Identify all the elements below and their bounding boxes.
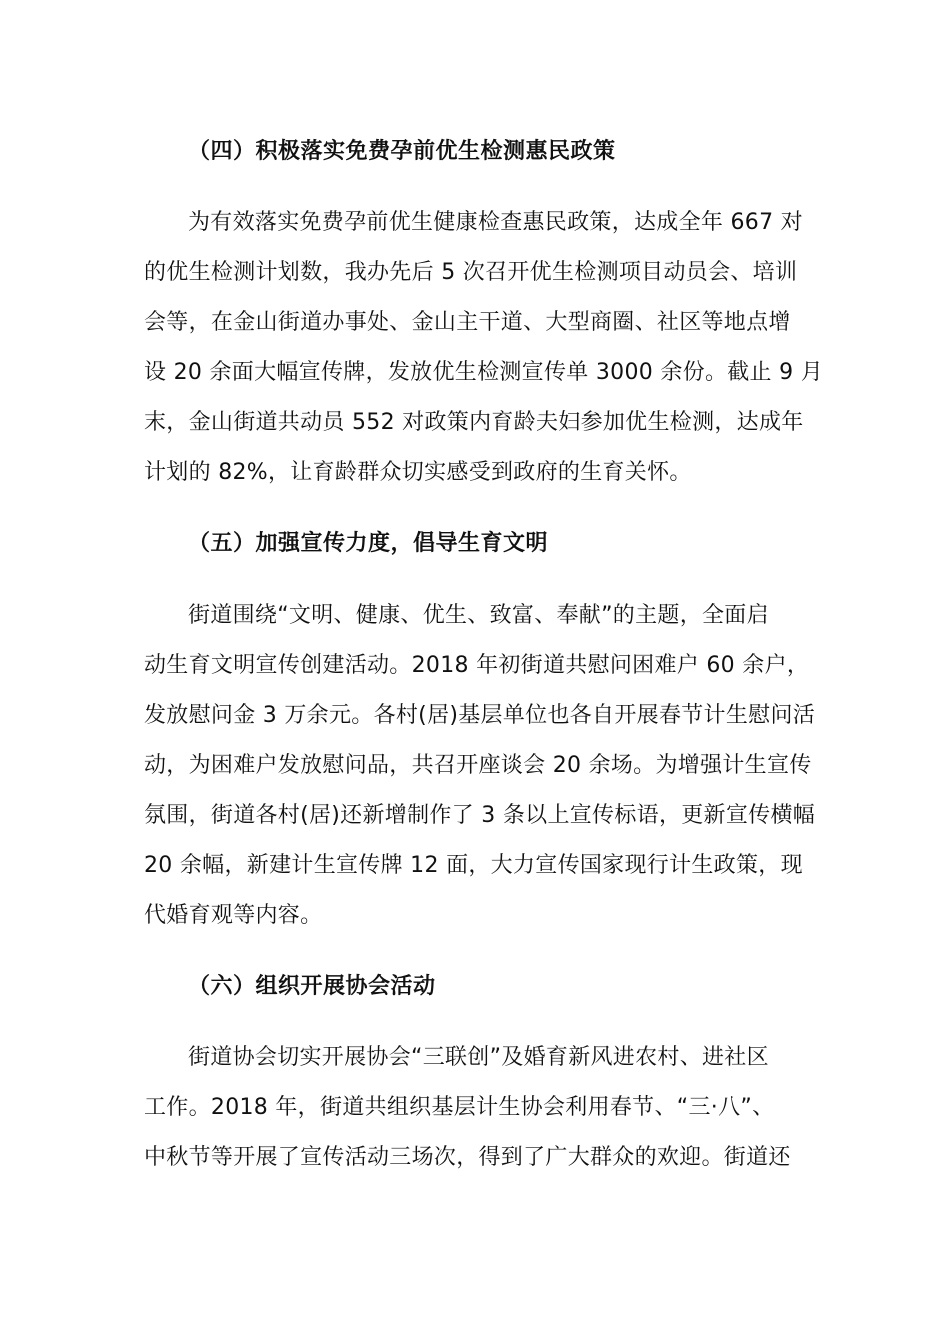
paragraph-line: 动生育文明宣传创建活动。2018 年初街道共慰问困难户 60 余户， xyxy=(144,653,810,678)
paragraph-line: 氛围，街道各村(居)还新增制作了 3 条以上宣传标语，更新宣传横幅 xyxy=(144,803,816,828)
paragraph-line: 工作。2018 年，街道共组织基层计生协会利用春节、“三·八”、 xyxy=(144,1095,775,1120)
section-heading-6: （六）组织开展协会活动 xyxy=(188,974,436,999)
section-heading-5: （五）加强宣传力度，倡导生育文明 xyxy=(188,531,549,556)
paragraph-line: 20 余幅，新建计生宣传牌 12 面，大力宣传国家现行计生政策，现 xyxy=(144,853,803,878)
paragraph-line: 计划的 82%，让育龄群众切实感受到政府的生育关怀。 xyxy=(144,460,692,485)
section-heading-4: （四）积极落实免费孕前优生检测惠民政策 xyxy=(188,139,616,164)
paragraph-line: 发放慰问金 3 万余元。各村(居)基层单位也各自开展春节计生慰问活 xyxy=(144,703,816,728)
paragraph-line: 代婚育观等内容。 xyxy=(144,903,323,928)
paragraph-line: 设 20 余面大幅宣传牌，发放优生检测宣传单 3000 余份。截止 9 月 xyxy=(144,360,824,385)
paragraph-line: 的优生检测计划数，我办先后 5 次召开优生检测项目动员会、培训 xyxy=(144,260,798,285)
paragraph-line: 街道协会切实开展协会“三联创”及婚育新风进农村、进社区 xyxy=(188,1045,769,1070)
paragraph-line: 中秋节等开展了宣传活动三场次，得到了广大群众的欢迎。街道还 xyxy=(144,1145,791,1170)
paragraph-line: 为有效落实免费孕前优生健康检查惠民政策，达成全年 667 对 xyxy=(188,210,803,235)
paragraph-line: 街道围绕“文明、健康、优生、致富、奉献”的主题，全面启 xyxy=(188,603,769,628)
paragraph-line: 动，为困难户发放慰问品，共召开座谈会 20 余场。为增强计生宣传 xyxy=(144,753,812,778)
paragraph-line: 末，金山街道共动员 552 对政策内育龄夫妇参加优生检测，达成年 xyxy=(144,410,804,435)
paragraph-line: 会等，在金山街道办事处、金山主干道、大型商圈、社区等地点增 xyxy=(144,310,791,335)
